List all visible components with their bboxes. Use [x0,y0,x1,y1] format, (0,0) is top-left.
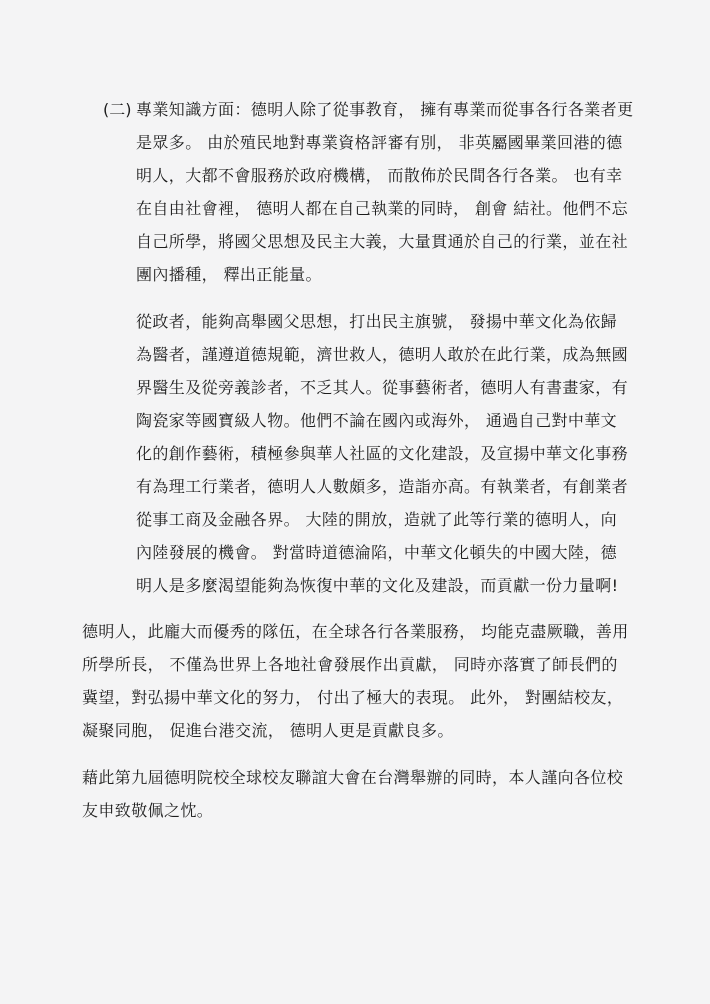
paragraph-line: 為醫者，謹遵道德規範，濟世救人，德明人敢於在此行業，成為無國 [136,345,629,364]
paragraph-line: 明人是多麼渴望能夠為恢復中華的文化及建設，而貢獻一份力量啊! [136,576,619,595]
paragraph-line: 化的創作藝術，積極參與華人社區的文化建設，及宣揚中華文化事務 [136,444,629,463]
paragraph-line: 陶瓷家等國寶級人物。他們不論在國內或海外， 通過自己對中華文 [136,411,618,430]
paragraph-line: 明人，大都不會服務於政府機構， 而散佈於民間各行各業。 也有幸 [136,166,623,185]
paragraph-line: 德明人，此龐大而優秀的隊伍，在全球各行各業服務， 均能克盡厥職，善用 [82,622,629,641]
paragraph-line: 專業知識方面：德明人除了從事教育， 擁有專業而從事各行各業者更 [136,100,634,119]
paragraph-line: 所學所長， 不僅為世界上各地社會發展作出貢獻， 同時亦落實了師長們的 [82,655,618,674]
paragraph-line: 冀望，對弘揚中華文化的努力， 付出了極大的表現。 此外， 對團結校友， [82,688,624,707]
paragraph-line: 是眾多。 由於殖民地對專業資格評審有別， 非英屬國畢業回港的德 [136,133,623,152]
paragraph-line: 在自由社會裡， 德明人都在自己執業的同時， 創會 結社。他們不忘 [136,199,629,218]
paragraph-line: 友申致敬佩之忱。 [82,801,214,820]
paragraph-line: 界醫生及從旁義診者，不乏其人。從事藝術者，德明人有書畫家，有 [136,378,629,397]
paragraph-line: 自己所學，將國父思想及民主大義，大量貫通於自己的行業，並在社 [136,232,629,251]
paragraph-line: 藉此第九屆德明院校全球校友聯誼大會在台灣舉辦的同時，本人謹向各位校 [82,768,624,787]
paragraph-line: 內陸發展的機會。 對當時道德淪陷，中華文化頓失的中國大陸，德 [136,543,618,562]
paragraph-line: 從政者，能夠高舉國父思想，打出民主旗號， 發揚中華文化為依歸 [136,312,618,331]
paragraph-line: 團內播種， 釋出正能量。 [136,265,322,284]
paragraph-line: 有為理工行業者，德明人人數頗多，造詣亦高。有執業者，有創業者 [136,477,629,496]
paragraph-line: 凝聚同胞， 促進台港交流， 德明人更是貢獻良多。 [82,721,454,740]
section-marker: (二) [103,100,132,119]
paragraph-line: 從事工商及金融各界。 大陸的開放，造就了此等行業的德明人，向 [136,510,618,529]
